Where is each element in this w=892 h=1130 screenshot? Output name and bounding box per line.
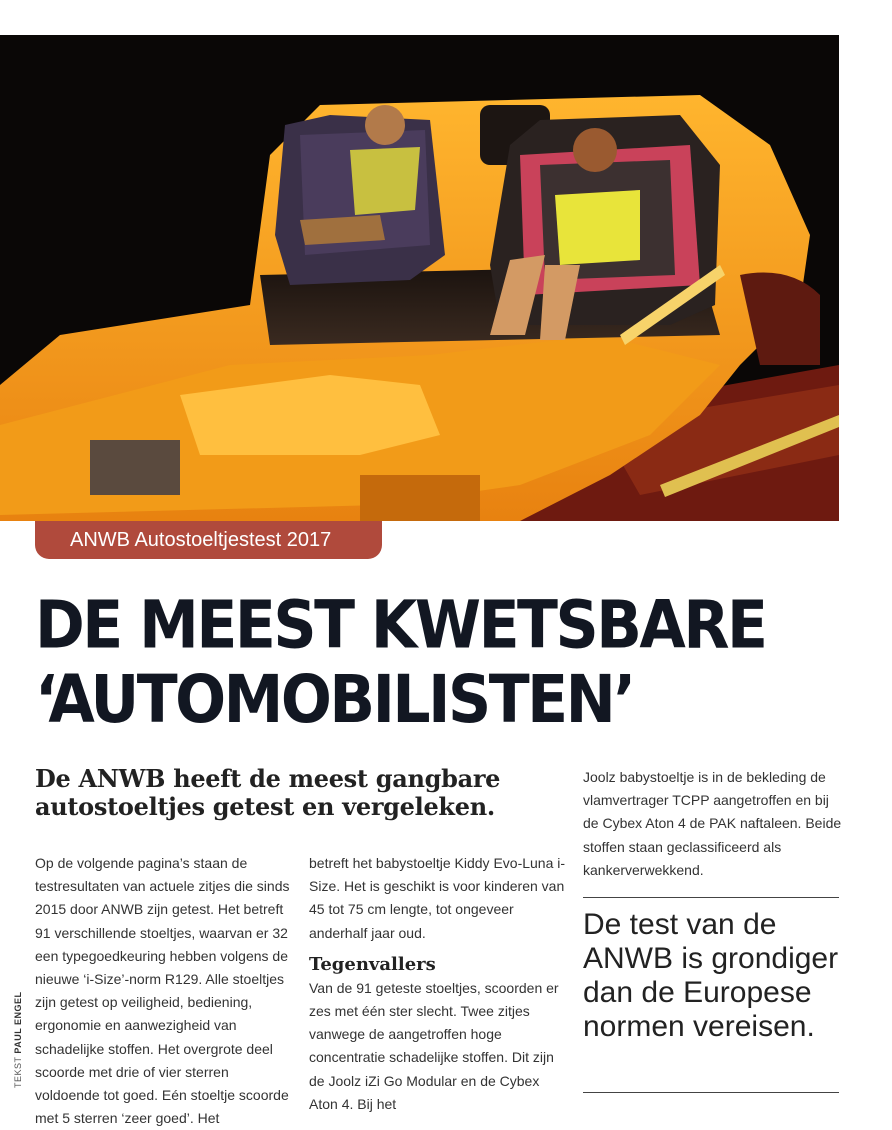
hero-photo (0, 35, 839, 521)
credit-label: TEKST (13, 1056, 23, 1088)
pullquote-rule-bottom (583, 1092, 839, 1093)
column-2 (309, 852, 571, 1116)
column-1-text: Op de volgende pagina’s staan de testresultaten van actuele zitjes die sinds 2015 door ANWB zijn getest. Het betreft 91 verschillende stoeltjes, waarvan er 32 een typegoedkeuring hebben volgens de nieuwe ‘i-Size’-norm R129. Alle stoeltjes zijn getest op veiligheid, bediening, ergonomie en aanwezigheid van schadelijke stoffen. Het overgrote deel scoorde met drie of vier sterren voldoende tot goed. Eén stoeltje scoorde met 5 sterren ‘zeer goed’. Het (35, 855, 290, 1127)
author-credit (13, 991, 23, 1088)
headline-line-1: DE MEEST KWETSBARE (35, 586, 766, 664)
intro-text: De ANWB heeft de meest gangbare autostoeltjes getest en vergeleken. (35, 764, 501, 821)
crash-test-photo (0, 35, 839, 521)
column-1 (35, 852, 297, 1130)
pullquote: De test van de ANWB is grondiger dan de Europese normen vereisen. (583, 908, 839, 1043)
column-3-text: Joolz babystoeltje is in de bekleding de vlamvertrager TCPP aangetroffen en bij de Cybex Aton 4 de PAK naftaleen. Beide stoffen staan geclassificeerd als kankerverwekkend. (583, 769, 842, 878)
column-2-text: betreft het babystoeltje Kiddy Evo-Luna i-Size. Het is geschikt is voor kinderen van 45 tot 75 cm lengte, tot ongeveer anderhalf jaar oud. (309, 855, 566, 941)
section-tag: ANWB Autostoeltjestest 2017 (35, 521, 382, 559)
column-2-text-2: Van de 91 geteste stoeltjes, scoorden er zes met één ster slecht. Twee zitjes vanwege de aangetroffen hoge concentratie schadelijke stoffen. Dit zijn de Joolz iZi Go Modular en de Cybex Aton 4. Bij het (309, 979, 559, 1112)
subheading: Tegenvallers (309, 953, 436, 975)
pullquote-rule-top (583, 897, 839, 898)
headline (35, 588, 766, 738)
headline-line-2: ‘AUTOMOBILISTEN’ (35, 661, 634, 739)
column-3 (583, 766, 845, 882)
credit-name: PAUL ENGEL (13, 991, 23, 1054)
